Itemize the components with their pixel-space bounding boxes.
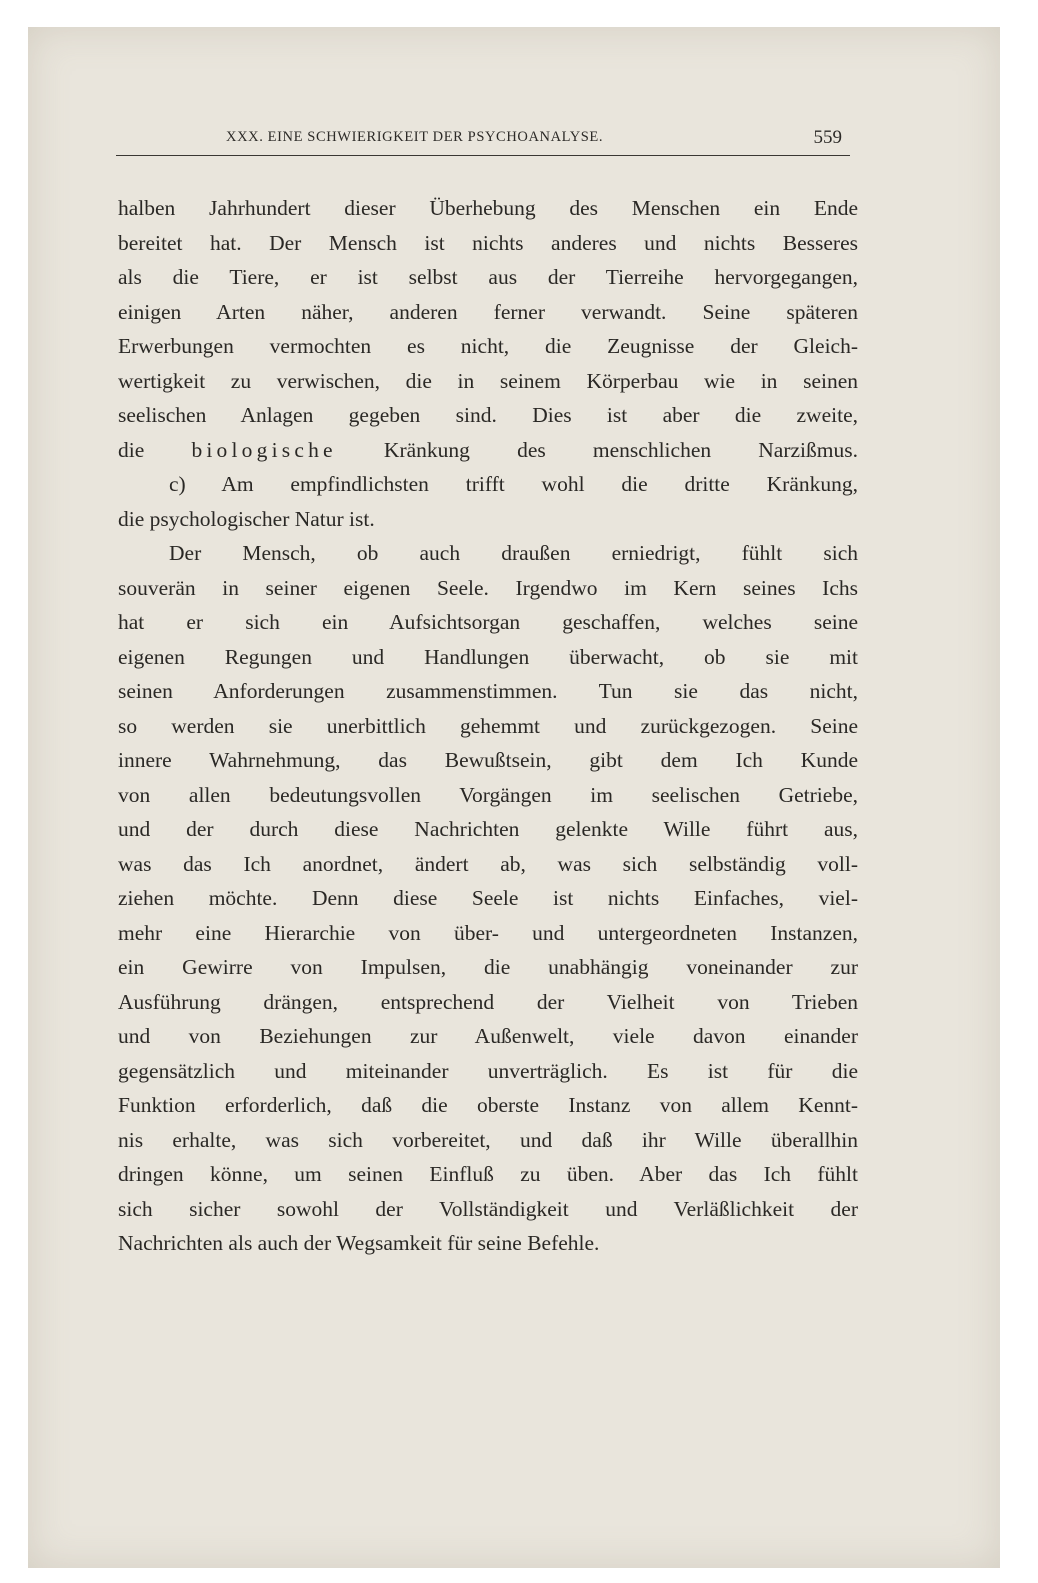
text-line: nis erhalte, was sich vorbereitet, und daß ihr Wille überallhin [118, 1127, 858, 1152]
text-line: ein Gewirre von Impulsen, die unabhängig voneinander zur [118, 955, 858, 979]
text-line: gegensätzlich und miteinander unverträglich. Es ist für die [118, 1058, 858, 1083]
text-line: dringen könne, um seinen Einfluß zu üben. Aber das Ich fühlt [118, 1162, 858, 1186]
text-line: und der durch diese Nachrichten gelenkte Wille führt aus, [118, 817, 858, 841]
text-segment: die [118, 437, 192, 462]
text-segment: Kränkung des menschlichen Narzißmus. [336, 437, 858, 462]
text-line: was das Ich anordnet, ändert ab, was sich selbständig voll- [118, 851, 858, 876]
text-line: sich sicher sowohl der Vollständigkeit und Verläßlichkeit der [118, 1196, 858, 1221]
text-line: innere Wahrnehmung, das Bewußtsein, gibt dem Ich Kunde [118, 748, 858, 772]
text-line: die psychologischer Natur ist. [118, 506, 375, 531]
text-line: hat er sich ein Aufsichtsorgan geschaffen, welches seine [118, 610, 858, 634]
text-line: Erwerbungen vermochten es nicht, die Zeugnisse der Gleich- [118, 334, 858, 358]
text-line: als die Tiere, er ist selbst aus der Tierreihe hervorgegangen, [118, 265, 858, 289]
text-line: wertigkeit zu verwischen, die in seinem Körperbau wie in seinen [118, 368, 858, 393]
text-line [118, 433, 858, 468]
text-line: seelischen Anlagen gegeben sind. Dies ist aber die zweite, [118, 403, 858, 427]
page-number: 559 [813, 127, 842, 148]
text-line: einigen Arten näher, anderen ferner verwandt. Seine späteren [118, 299, 858, 324]
text-line: von allen bedeutungsvollen Vorgängen im seelischen Getriebe, [118, 782, 858, 807]
text-line: Der Mensch, ob auch draußen erniedrigt, fühlt sich [169, 541, 858, 565]
text-line: mehr eine Hierarchie von über- und untergeordneten Instanzen, [118, 920, 858, 945]
text-line: Funktion erforderlich, daß die oberste Instanz von allem Kennt- [118, 1093, 858, 1117]
text-line: eigenen Regungen und Handlungen überwacht, ob sie mit [118, 644, 858, 669]
running-header [116, 127, 850, 156]
text-line: Ausführung drängen, entsprechend der Vielheit von Trieben [118, 989, 858, 1014]
text-line: Nachrichten als auch der Wegsamkeit für seine Befehle. [118, 1231, 600, 1255]
text-line: ziehen möchte. Denn diese Seele ist nichts Einfaches, viel- [118, 886, 858, 910]
text-line: und von Beziehungen zur Außenwelt, viele davon einander [118, 1024, 858, 1048]
text-line: bereitet hat. Der Mensch ist nichts anderes und nichts Besseres [118, 230, 858, 255]
text-line: c) Am empfindlichsten trifft wohl die dritte Kränkung, [169, 472, 858, 496]
body-text [118, 191, 858, 1261]
text-line: souverän in seiner eigenen Seele. Irgendwo im Kern seines Ichs [118, 575, 858, 600]
emphasized-word: biologische [191, 437, 337, 462]
text-line: so werden sie unerbittlich gehemmt und zurückgezogen. Seine [118, 713, 858, 738]
chapter-title: XXX. EINE SCHWIERIGKEIT DER PSYCHOANALYSE. [226, 129, 604, 145]
text-line: halben Jahrhundert dieser Überhebung des Menschen ein Ende [118, 196, 858, 220]
text-line: seinen Anforderungen zusammenstimmen. Tun sie das nicht, [118, 679, 858, 703]
